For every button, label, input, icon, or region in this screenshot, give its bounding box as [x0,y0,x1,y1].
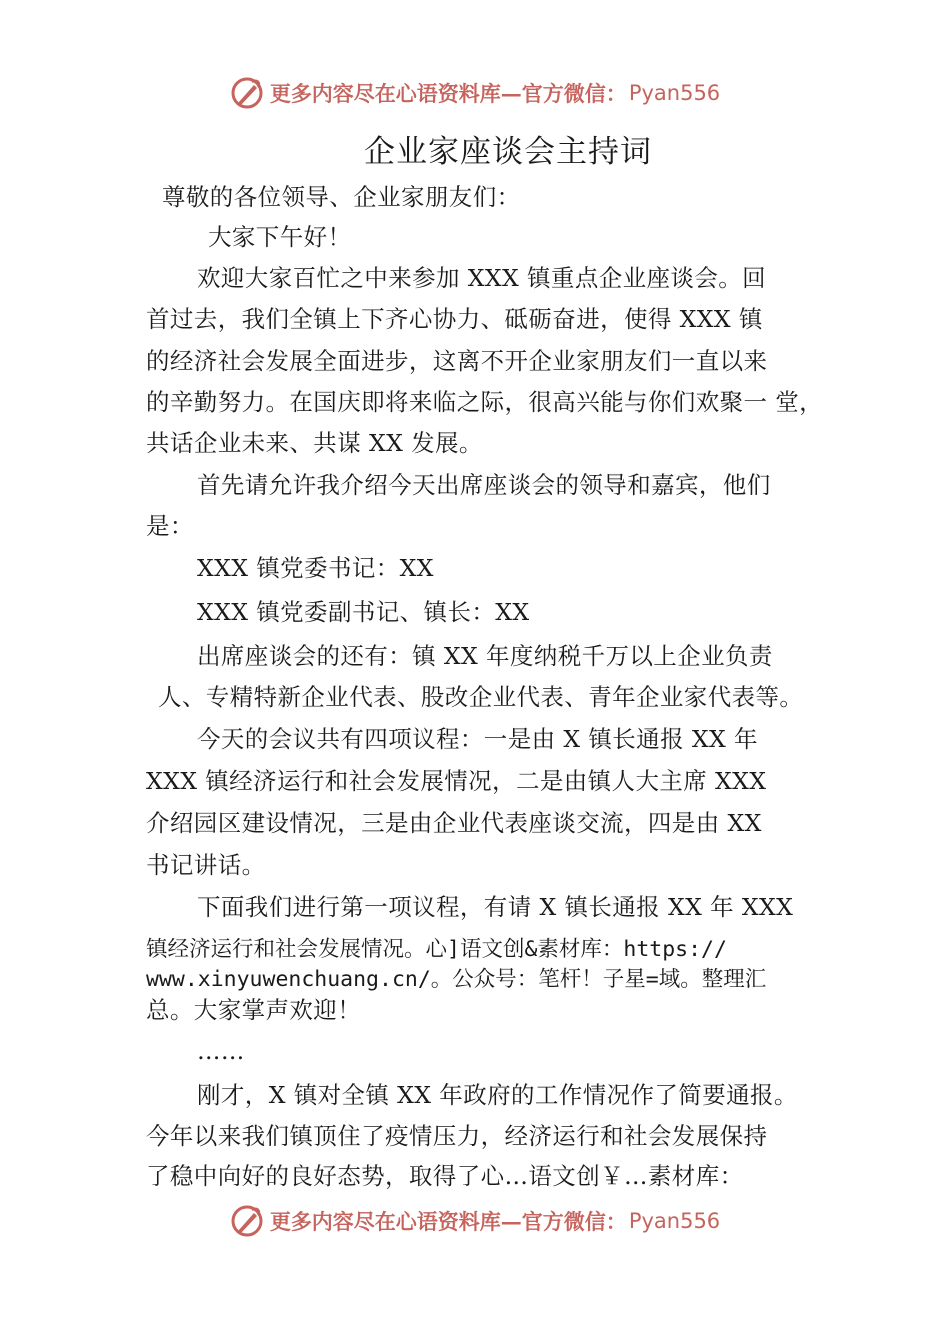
body-line: 大家下午好！ [208,223,352,251]
body-line: 的辛勤努力。在国庆即将来临之际，很高兴能与你们欢聚一 堂， [146,388,824,416]
body-line: 介绍园区建设情况，三是由企业代表座谈交流，四是由 XX [146,809,762,837]
body-line: www.xinyuwenchuang.cn/。公众号：笔杆！子星=域。整理汇 [146,967,767,992]
body-line: 首先请允许我介绍今天出席座谈会的领导和嘉宾，他们 [197,471,771,499]
document-title: 企业家座谈会主持词 [364,134,652,170]
pen-circle-logo-icon [230,76,264,110]
banner-text: 更多内容尽在心语资料库—官方微信： [269,81,627,106]
banner-text: 更多内容尽在心语资料库—官方微信： [269,1209,627,1234]
body-line: XXX 镇党委副书记、镇长：XX [197,598,530,626]
body-line: 下面我们进行第一项议程，有请 X 镇长通报 XX 年 XXX [197,893,794,921]
header-banner [0,70,950,116]
body-line: 今年以来我们镇顶住了疫情压力，经济运行和社会发展保持 [146,1122,768,1150]
body-line: 尊敬的各位领导、企业家朋友们： [162,183,521,211]
body-line: 了稳中向好的良好态势，取得了心…语文创￥…素材库： [146,1162,744,1190]
body-line: …… [197,1037,245,1065]
pen-circle-logo-icon [230,1204,264,1238]
banner-wechat-id: Pyan556 [628,1209,721,1233]
body-line: 的经济社会发展全面进步，这离不开企业家朋友们一直以来 [146,347,768,375]
body-line: 是： [146,512,194,540]
body-line: 共话企业未来、共谋 XX 发展。 [146,429,483,457]
footer-banner [0,1198,950,1244]
body-line: 书记讲话。 [146,851,266,879]
body-line: 今天的会议共有四项议程：一是由 X 镇长通报 XX 年 [197,725,758,753]
body-line: 出席座谈会的还有：镇 XX 年度纳税千万以上企业负责 [197,642,773,670]
body-line: 总。大家掌声欢迎！ [146,996,362,1024]
body-line: 刚才，X 镇对全镇 XX 年政府的工作情况作了简要通报。 [197,1081,798,1109]
body-line: 人、专精特新企业代表、股改企业代表、青年企业家代表等。 [158,683,804,711]
body-line: XXX 镇党委书记：XX [197,554,434,582]
body-line: 欢迎大家百忙之中来参加 XXX 镇重点企业座谈会。回 [197,264,767,292]
body-line: 首过去，我们全镇上下齐心协力、砥砺奋进，使得 XXX 镇 [146,305,763,333]
body-line: XXX 镇经济运行和社会发展情况，二是由镇人大主席 XXX [146,767,767,795]
body-line: 镇经济运行和社会发展情况。心]语文创&素材库：https:// [146,937,727,962]
banner-wechat-id: Pyan556 [628,81,721,105]
